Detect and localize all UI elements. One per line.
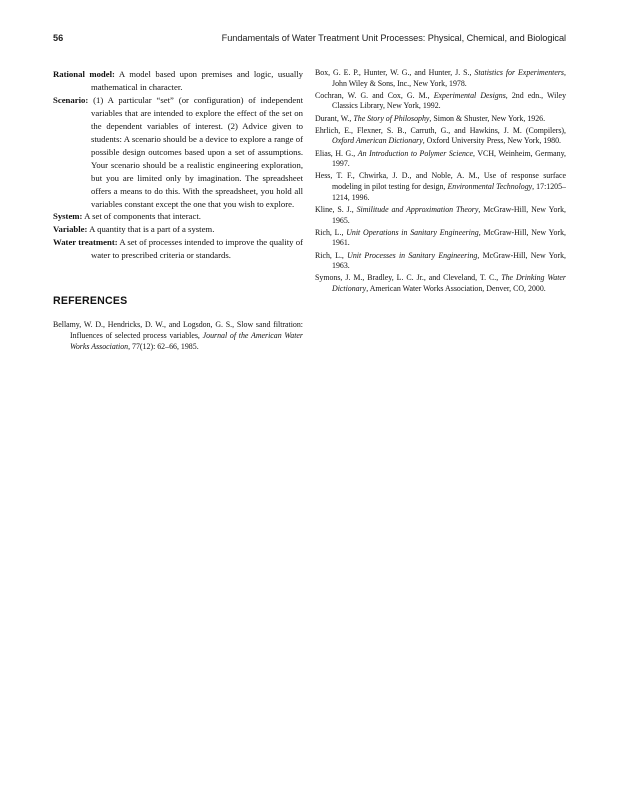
glossary bbox=[53, 68, 303, 262]
left-column bbox=[53, 68, 303, 354]
reference-item bbox=[315, 205, 566, 226]
glossary-term: System: bbox=[53, 211, 83, 222]
reference-item bbox=[315, 114, 566, 125]
reference-authors: Durant, W., bbox=[315, 113, 354, 123]
glossary-definition: A set of processes intended to improve the quality of water to prescribed criteria or standards. bbox=[91, 237, 303, 261]
references-list-right bbox=[315, 68, 566, 295]
reference-item bbox=[315, 171, 566, 203]
reference-title: Similitude and Approximation Theory bbox=[356, 204, 479, 214]
reference-item bbox=[315, 149, 566, 170]
reference-details: , 2nd edn., Wiley Classics Library, New York, 1992. bbox=[332, 90, 567, 111]
reference-title: Oxford American Dictionary bbox=[332, 136, 423, 146]
reference-authors: Kline, S. J., bbox=[315, 204, 357, 214]
reference-title: Experimental Designs bbox=[433, 90, 506, 100]
reference-details: , 17:1205–1214, 1996. bbox=[332, 182, 566, 202]
reference-title: Statistics for Experimenters bbox=[474, 68, 565, 77]
reference-title: Unit Operations in Sanitary Engineering bbox=[346, 227, 479, 237]
reference-title: The Story of Philosophy bbox=[353, 113, 430, 123]
glossary-definition: A quantity that is a part of a system. bbox=[89, 224, 215, 235]
running-header bbox=[53, 33, 566, 47]
glossary-definition: A set of components that interact. bbox=[84, 211, 201, 222]
reference-details: , 77(12): 62–66, 1985. bbox=[128, 341, 199, 351]
reference-item bbox=[315, 228, 566, 249]
reference-details: , Oxford University Press, New York, 1980. bbox=[422, 136, 562, 146]
glossary-entry-water-treatment bbox=[53, 236, 303, 262]
glossary-entry-scenario bbox=[53, 94, 303, 211]
glossary-entry-rational-model bbox=[53, 68, 303, 94]
reference-authors: Cochran, W. G. and Cox, G. M., bbox=[315, 90, 434, 100]
reference-authors: Ehrlich, E., Flexner, S. B., Carruth, G., and Hawkins, J. M. (Compilers), bbox=[315, 125, 566, 135]
reference-title: Journal of the American Water Works Association bbox=[70, 330, 303, 351]
reference-details: , McGraw-Hill, New York, 1963. bbox=[332, 250, 566, 271]
glossary-entry-system bbox=[53, 210, 303, 223]
reference-details: , John Wiley & Sons, Inc., New York, 1978. bbox=[332, 68, 566, 88]
reference-authors: Box, G. E. P., Hunter, W. G., and Hunter, J. S., bbox=[315, 68, 475, 77]
reference-title: Unit Processes in Sanitary Engineering bbox=[347, 250, 478, 260]
running-title: Fundamentals of Water Treatment Unit Processes: Physical, Chemical, and Biological bbox=[221, 33, 566, 43]
reference-item bbox=[315, 126, 566, 147]
reference-authors: Elias, H. G., bbox=[315, 148, 358, 158]
reference-item bbox=[315, 251, 566, 272]
reference-details: , McGraw-Hill, New York, 1965. bbox=[332, 204, 566, 225]
glossary-term: Variable: bbox=[53, 224, 88, 235]
reference-item bbox=[315, 68, 566, 89]
reference-details: , VCH, Weinheim, Germany, 1997. bbox=[332, 148, 567, 169]
references-heading: REFERENCES bbox=[53, 295, 128, 308]
glossary-definition: A model based upon premises and logic, usually mathematical in character. bbox=[91, 69, 303, 92]
reference-details: , McGraw-Hill, New York, 1961. bbox=[332, 227, 566, 248]
reference-title: Environmental Technology bbox=[447, 182, 533, 192]
glossary-term: Rational model: bbox=[53, 69, 115, 79]
reference-authors: Bellamy, W. D., Hendricks, D. W., and Logsdon, G. S., Slow sand filtration: Influences of selected process variables, bbox=[53, 320, 303, 340]
reference-details: , American Water Works Association, Denver, CO, 2000. bbox=[366, 283, 546, 293]
reference-item bbox=[315, 91, 566, 112]
reference-item bbox=[53, 320, 303, 352]
reference-authors: Rich, L., bbox=[315, 227, 347, 237]
reference-details: , Simon & Shuster, New York, 1926. bbox=[429, 113, 546, 123]
reference-title: The Drinking Water Dictionary bbox=[332, 273, 566, 293]
right-column bbox=[315, 68, 566, 296]
reference-authors: Rich, L., bbox=[315, 250, 348, 260]
page-number: 56 bbox=[53, 33, 64, 43]
glossary-term: Water treatment: bbox=[53, 237, 118, 248]
glossary-definition: (1) A particular “set” (or configuration) of independent variables that are intended to explore the effect of the set on the dependent variables of interest. (2) Advice given to students: A scenario should be a device to explore a range of possible design outcomes based upon a set of assumptions. Your scenario should be a realistic engineering exploration, but you are limited only by imagination. The spreadsheet offers a means to do this. With the spreadsheet, you hold all variables constant except the one that you wish to explore. bbox=[91, 94, 304, 209]
reference-item bbox=[315, 273, 566, 294]
glossary-entry-variable bbox=[53, 223, 303, 236]
references-list-left bbox=[53, 320, 303, 352]
reference-authors: Symons, J. M., Bradley, L. C. Jr., and Cleveland, T. C., bbox=[315, 273, 502, 283]
reference-title: An Introduction to Polymer Science bbox=[357, 148, 473, 158]
reference-authors: Hess, T. F., Chwirka, J. D., and Noble, A. M., Use of response surface modeling in pilot testing for design, bbox=[315, 171, 566, 192]
glossary-term: Scenario: bbox=[53, 94, 89, 105]
